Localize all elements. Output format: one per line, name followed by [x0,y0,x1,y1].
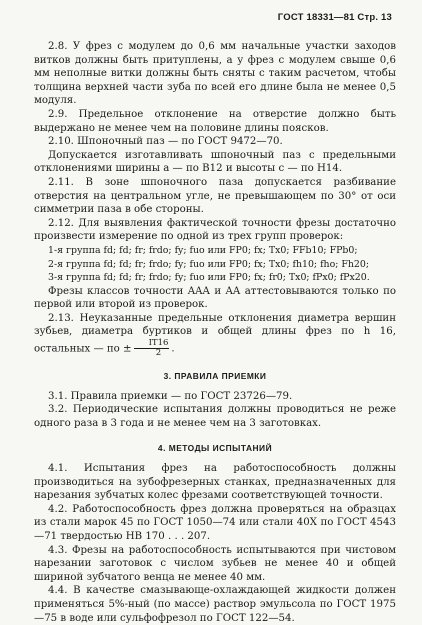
fraction-numerator: IT16 [134,339,170,349]
tolerance-fraction [134,339,170,358]
paragraph-4-1: 4.1. Испытания фрез на работоспособность должны производиться на зубофрезерных станках, предназначенных для нарезания зубчатых колес фрезами соответствующей точности. [34,463,396,502]
section-3-heading: 3. ПРАВИЛА ПРИЕМКИ [163,371,267,382]
paragraph-2-13-end: . [171,343,175,355]
paragraph-2-9: 2.9. Предельное отклонение на отверстие должно быть выдержано не менее чем на половине длины поясков. [34,108,396,134]
paragraph-2-13 [34,312,396,358]
fraction-denominator: 2 [155,348,162,359]
paragraph-accuracy-classes: Фрезы классов точности AAA и AA аттестовываются только по первой или второй из проверок. [34,285,396,311]
paragraph-2-12: 2.12. Для выявления фактической точности фрезы достаточно произвести измерение по одной из трех групп проверок: [34,217,396,243]
paragraph-3-2: 3.2. Периодические испытания должны проводиться не реже одного раза в 3 года и не менее чем на 3 заготовках. [34,404,396,429]
check-group-3: 3-я группа fd; fd; fr; frdo; fy; fuo или FP0; fx; fr0; Tx0; fPx0; fPx20. [48,272,370,284]
document-body [34,40,396,625]
paragraph-4-3: 4.3. Фрезы на работоспособность испытываются при чистовом нарезании заготовок с числом зубьев не менее 40 и общей шириной зубчатого венца не менее 40 мм. [34,544,396,583]
paragraph-2-8: 2.8. У фрез с модулем до 0,6 мм начальные участки заходов витков должны быть притуплены, а у фрез с модулем свыше 0,6 мм неполные витки должны быть сняты с таким расчетом, чтобы толщина верхней части зуба по всей его длине была не менее 0,5 модуля. [34,41,396,107]
paragraph-2-11: 2.11. В зоне шпоночного паза допускается разбивание отверстия на центральном угле, не превышающем по 30° от оси симметрии паза в обе стороны. [34,176,396,216]
check-group-1: 1-я группа fd; fd; fr; frdo; fy; fuo или FP0; fx; Tx0; FFb10; FPb0; [48,244,358,256]
paragraph-4-2: 4.2. Работоспособность фрез должна проверяться на образцах из стали марок 45 по ГОСТ 1050—74 или стали 40X по ГОСТ 4543—71 твердостью НВ 170 . . . 207. [34,503,396,542]
paragraph-2-10: 2.10. Шпоночный паз — по ГОСТ 9472—70. [48,136,283,148]
section-4-heading: 4. МЕТОДЫ ИСПЫТАНИЙ [157,443,273,454]
paragraph-4-4: 4.4. В качестве смазывающе-охлаждающей жидкости должен применяться 5%-ный (по массе) раствор эмульсола по ГОСТ 1975—75 в воде или сульфофрезол по ГОСТ 122—54. [34,585,396,624]
check-group-2: 2-я группа fd; fd; fr; frdo; fy; fuo или FP0; fx; Tx0; fh10; fho; Fh20; [48,258,369,270]
paragraph-3-1: 3.1. Правила приемки — по ГОСТ 23726—79. [48,390,293,402]
paragraph-keyway-tolerance: Допускается изготавливать шпоночный паз с предельными отклонениями ширины a — по B12 и высоты c — по H14. [34,149,396,175]
page-header: ГОСТ 18331—81 Стр. 13 [277,12,392,23]
paragraph-2-13-text: 2.13. Неуказанные предельные отклонения диаметра вершин зубьев, диаметра буртиков и общей длины фрез по h 16, остальных — по ± [34,312,396,355]
